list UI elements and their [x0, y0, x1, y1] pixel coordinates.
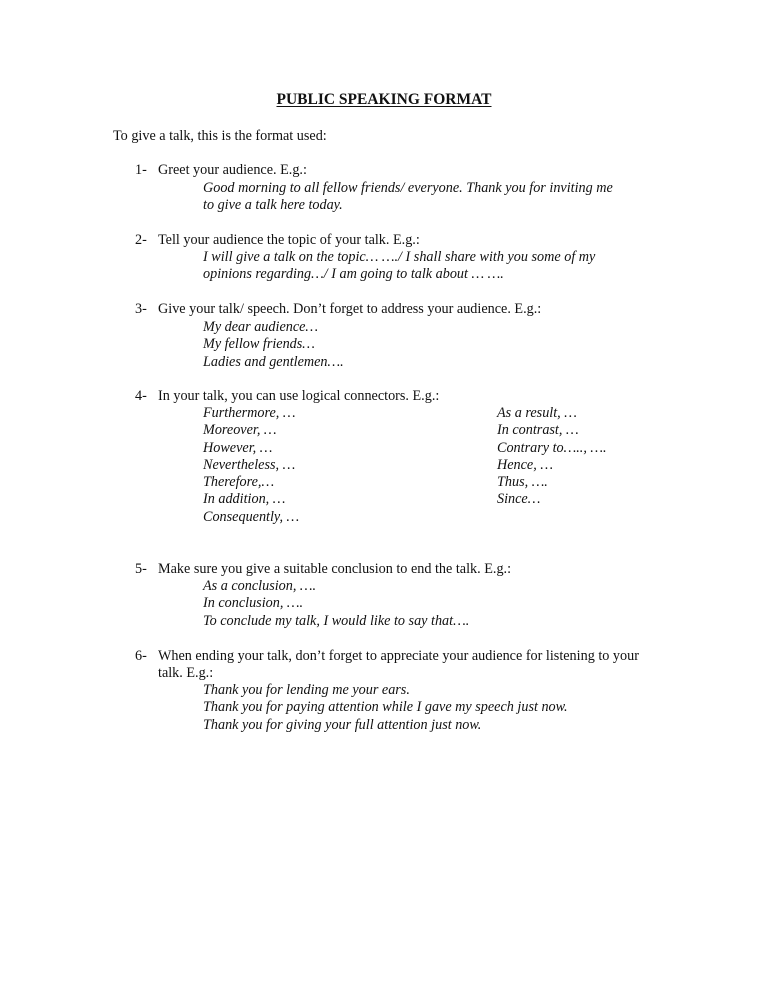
- example-line: to give a talk here today.: [203, 197, 343, 214]
- example-line: Thank you for giving your full attention just now.: [203, 716, 482, 733]
- connector-item: Since…: [497, 491, 541, 508]
- connector-item: Therefore,…: [203, 474, 275, 491]
- item-heading: Make sure you give a suitable conclusion to end the talk. E.g.:: [158, 561, 512, 577]
- example-list: [203, 578, 469, 630]
- item-heading: When ending your talk, don’t forget to appreciate your audience for listening to your talk. E.g.:: [158, 648, 639, 682]
- connector-item: Consequently, …: [203, 508, 300, 525]
- example-list: [203, 682, 568, 734]
- connector-item: Furthermore, …: [203, 405, 296, 421]
- connector-item: Contrary to….., ….: [497, 439, 607, 456]
- example-line: Good morning to all fellow friends/ everyone. Thank you for inviting me: [203, 180, 613, 196]
- example-line: My dear audience…: [203, 319, 319, 335]
- item-heading: Tell your audience the topic of your talk. E.g.:: [158, 232, 420, 248]
- example-line: In conclusion, ….: [203, 595, 304, 612]
- example-line: Thank you for lending me your ears.: [203, 682, 410, 698]
- example-line: My fellow friends…: [203, 336, 315, 353]
- connector-item: In addition, …: [203, 491, 286, 508]
- page-title: PUBLIC SPEAKING FORMAT: [276, 91, 492, 108]
- item-heading: Give your talk/ speech. Don’t forget to address your audience. E.g.:: [158, 301, 542, 317]
- example-list: [203, 319, 344, 371]
- connector-item: However, …: [203, 439, 273, 456]
- example-line: Thank you for paying attention while I gave my speech just now.: [203, 699, 568, 716]
- connector-item: Hence, …: [497, 456, 553, 473]
- connector-item: Moreover, …: [203, 422, 277, 439]
- item-number: 2-: [135, 232, 147, 248]
- item-number: 3-: [135, 301, 147, 317]
- connector-item: Thus, ….: [497, 474, 548, 491]
- example-list: [203, 180, 613, 215]
- connectors-right-column: [497, 405, 607, 509]
- example-line: Ladies and gentlemen….: [203, 353, 344, 370]
- example-list: [203, 249, 595, 284]
- connectors-left-column: [203, 405, 299, 526]
- item-number: 5-: [135, 561, 147, 577]
- item-number: 6-: [135, 648, 147, 664]
- connector-item: In contrast, …: [497, 422, 579, 439]
- item-heading: In your talk, you can use logical connectors. E.g.:: [158, 388, 440, 404]
- example-line: As a conclusion, ….: [203, 578, 317, 594]
- example-line: To conclude my talk, I would like to say that….: [203, 612, 470, 629]
- connector-item: As a result, …: [497, 405, 577, 421]
- example-line: I will give a talk on the topic… …./ I shall share with you some of my: [203, 249, 596, 265]
- item-number: 1-: [135, 162, 147, 178]
- item-heading: Greet your audience. E.g.:: [158, 162, 307, 178]
- connector-item: Nevertheless, …: [203, 456, 296, 473]
- intro-text: To give a talk, this is the format used:: [113, 128, 327, 144]
- example-line: opinions regarding…/ I am going to talk about … ….: [203, 266, 504, 283]
- item-number: 4-: [135, 388, 147, 404]
